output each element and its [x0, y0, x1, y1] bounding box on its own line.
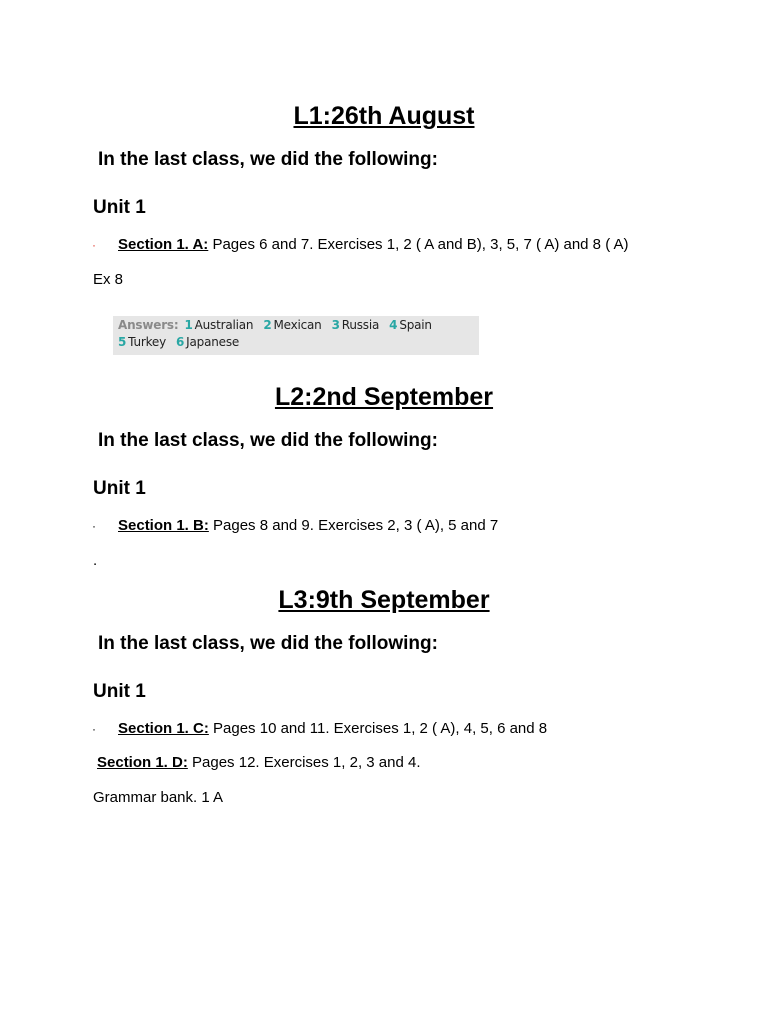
lesson-2-section-b [92, 516, 498, 536]
answers-box [113, 316, 479, 355]
section-text: Pages 12. Exercises 1, 2, 3 and 4. [187, 754, 421, 771]
section-text: Pages 10 and 11. Exercises 1, 2 ( A), 4, 5, 6 and 8 [208, 720, 548, 737]
lesson-3-note: Grammar bank. 1 A [93, 789, 224, 806]
lesson-3-section-d [97, 753, 421, 773]
answer-number: 1 [184, 318, 193, 332]
lesson-1-section-a [92, 235, 629, 255]
answer-number: 5 [118, 335, 127, 349]
lesson-3-title: L3:9th September [278, 586, 490, 614]
lesson-3-intro: In the last class, we did the following: [98, 633, 438, 654]
section-label: Section 1. A: [118, 236, 209, 253]
answer-text: Australian [194, 318, 254, 332]
lesson-2-unit: Unit 1 [93, 478, 146, 499]
answer-text: Mexican [273, 318, 322, 332]
lesson-2-intro: In the last class, we did the following: [98, 430, 438, 451]
answers-line-1 [118, 317, 479, 334]
lesson-1-title: L1:26th August [293, 102, 475, 130]
bullet-dot: · [92, 519, 96, 533]
lesson-1-intro: In the last class, we did the following: [98, 149, 438, 170]
section-text: Pages 8 and 9. Exercises 2, 3 ( A), 5 and 7 [208, 517, 499, 534]
answer-text: Russia [341, 318, 380, 332]
answer-text: Japanese [186, 335, 240, 349]
section-text: Pages 6 and 7. Exercises 1, 2 ( A and B), 3, 5, 7 ( A) and 8 ( A) [208, 236, 629, 253]
answer-number: 6 [176, 335, 185, 349]
section-label: Section 1. B: [118, 517, 209, 534]
answer-number: 3 [331, 318, 340, 332]
answer-number: 2 [263, 318, 272, 332]
answer-text: Turkey [128, 335, 167, 349]
bullet-dot: · [92, 238, 96, 252]
lesson-3-section-c [92, 719, 547, 739]
lesson-2-title: L2:2nd September [274, 383, 494, 411]
lesson-1-unit: Unit 1 [93, 197, 146, 218]
lesson-1-note: Ex 8 [93, 271, 124, 288]
lesson-2-note: . [93, 552, 98, 569]
lesson-3-unit: Unit 1 [93, 681, 146, 702]
bullet-dot: · [92, 722, 96, 736]
section-label: Section 1. C: [118, 720, 209, 737]
answers-label: Answers: [118, 318, 179, 332]
answer-number: 4 [389, 318, 398, 332]
answers-line-2 [118, 334, 479, 351]
section-label: Section 1. D: [97, 754, 188, 771]
answer-text: Spain [399, 318, 432, 332]
